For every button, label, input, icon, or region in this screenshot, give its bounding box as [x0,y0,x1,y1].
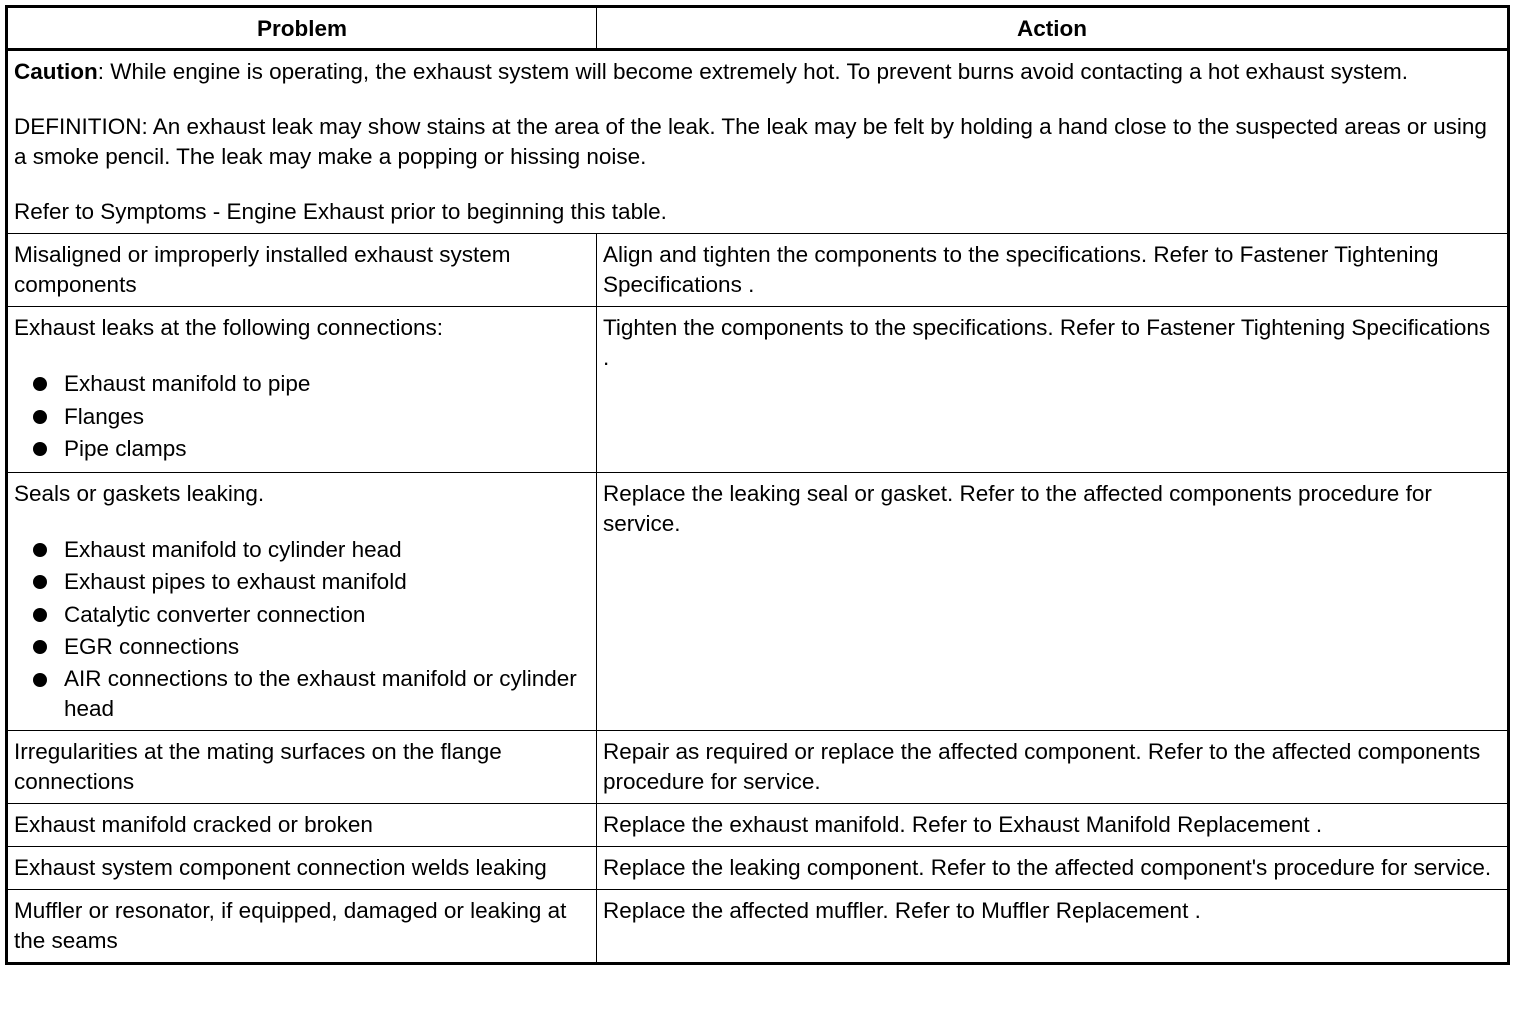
list-item-text: Catalytic converter connection [64,601,366,627]
problem-cell: Exhaust manifold cracked or broken [7,803,597,846]
list-item [14,599,590,632]
bullet-icon [33,410,47,424]
caution-text: : While engine is operating, the exhaust system will become extremely hot. To prevent burns avoid contacting a hot exhaust system. [97,59,1409,84]
list-item [14,566,590,599]
problem-cell: Muffler or resonator, if equipped, damaged or leaking at the seams [7,889,597,963]
list-item-text: Exhaust manifold to pipe [64,371,311,396]
problem-text: Exhaust leaks at the following connections: [14,315,444,340]
list-item [14,401,590,434]
list-item-text: Flanges [64,403,145,429]
action-cell: Align and tighten the components to the specifications. Refer to Fastener Tightening Specifications . [597,234,1509,307]
action-cell: Repair as required or replace the affected component. Refer to the affected components procedure for service. [597,730,1509,803]
bullet-icon [33,673,47,687]
caution-label: Caution [14,59,98,84]
bullet-list [14,534,590,724]
list-item-text: Pipe clamps [64,436,187,461]
bullet-list [14,368,590,466]
problem-cell: Irregularities at the mating surfaces on the flange connections [7,730,597,803]
list-item [14,631,590,664]
action-cell: Tighten the components to the specifications. Refer to Fastener Tightening Specifications . [597,307,1509,473]
problem-cell [7,234,597,307]
refer-paragraph: Refer to Symptoms - Engine Exhaust prior to beginning this table. [14,199,667,224]
header-row [7,7,1509,50]
header-action: Action [597,7,1509,50]
table-row [7,472,1509,730]
list-item [14,534,590,567]
header-problem: Problem [7,7,597,50]
definition-paragraph: DEFINITION: An exhaust leak may show stains at the area of the leak. The leak may be felt by holding a hand close to the suspected areas or using a smoke pencil. The leak may make a popping or hissing noise. [14,114,1487,169]
note-cell [7,50,1509,234]
list-item [14,433,590,466]
problem-cell [7,472,597,730]
action-cell: Replace the exhaust manifold. Refer to Exhaust Manifold Replacement . [597,803,1509,846]
table-row [7,803,1509,846]
list-item-text: Exhaust pipes to exhaust manifold [64,569,407,594]
action-cell: Replace the leaking component. Refer to the affected component's procedure for service. [597,846,1509,889]
problem-text: Seals or gaskets leaking. [14,480,265,506]
problem-cell: Exhaust system component connection welds leaking [7,846,597,889]
problem-cell [7,307,597,473]
table-row [7,730,1509,803]
problem-text: Misaligned or improperly installed exhaust system components [14,242,511,297]
note-row [7,50,1509,234]
bullet-icon [33,575,47,589]
table-row [7,889,1509,963]
bullet-icon [33,442,47,456]
caution-paragraph [14,57,1501,87]
list-item-text: EGR connections [64,634,240,659]
bullet-icon [33,377,47,391]
list-item-text: AIR connections to the exhaust manifold or cylinder head [64,665,577,721]
list-item [14,368,590,401]
action-cell: Replace the affected muffler. Refer to Muffler Replacement . [597,889,1509,963]
table-row [7,307,1509,473]
table-row [7,234,1509,307]
action-cell: Replace the leaking seal or gasket. Refer to the affected components procedure for service. [597,472,1509,730]
table-row [7,846,1509,889]
bullet-icon [33,608,47,622]
list-item-text: Exhaust manifold to cylinder head [64,536,402,562]
bullet-icon [33,543,47,557]
bullet-icon [33,640,47,654]
diagnostic-table [5,5,1510,965]
list-item [14,664,590,724]
